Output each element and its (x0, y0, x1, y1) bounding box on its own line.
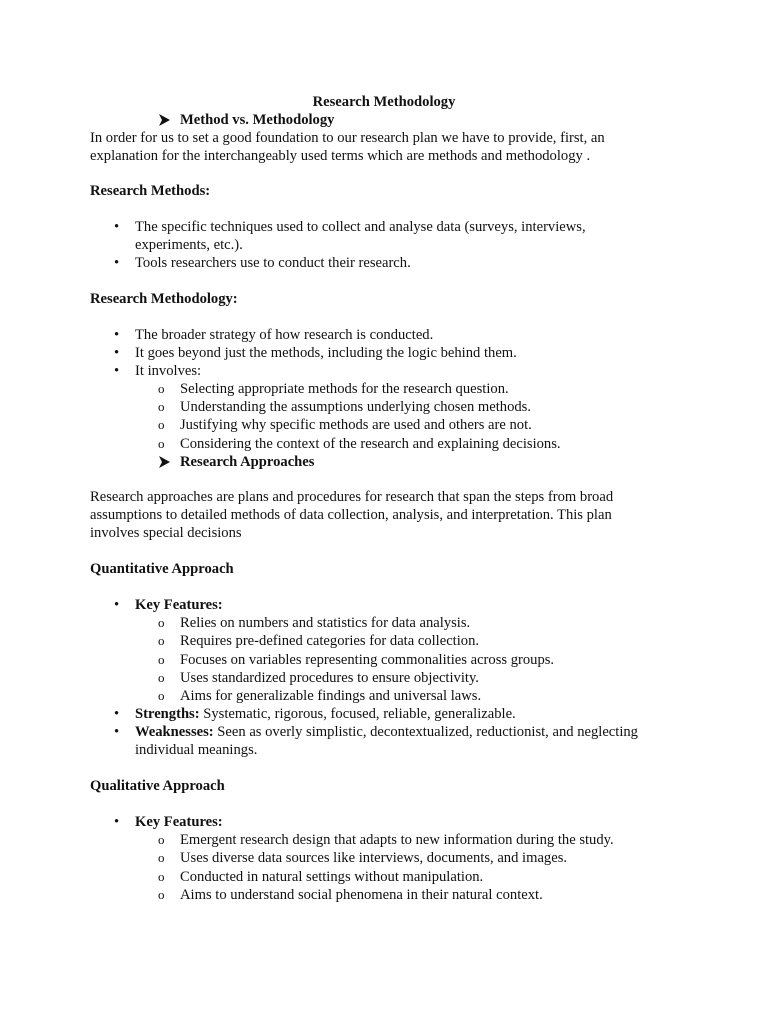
strengths-text: Systematic, rigorous, focused, reliable, generalizable. (199, 706, 516, 722)
approaches-paragraph-line: Research approaches are plans and procedures for research that span the steps from broad (90, 489, 614, 505)
sub-list-item: Focuses on variables representing commonalities across groups. (180, 652, 555, 668)
sub-bullet-marker: o (158, 381, 165, 396)
sub-bullet-marker: o (158, 633, 165, 648)
subheading-quantitative-approach: Quantitative Approach (90, 561, 234, 577)
bullet-marker: • (114, 219, 120, 235)
list-item-continuation: experiments, etc.). (135, 237, 243, 253)
bullet-marker: • (114, 706, 120, 722)
bullet-marker: • (114, 363, 120, 379)
subheading-research-methods: Research Methods: (90, 183, 211, 199)
sub-bullet-marker: o (158, 615, 165, 630)
sub-bullet-marker: o (158, 832, 165, 847)
sub-bullet-marker: o (158, 869, 165, 884)
sub-bullet-marker: o (158, 670, 165, 685)
weaknesses-label: Weaknesses: (135, 724, 214, 740)
intro-paragraph-line: explanation for the interchangeably used terms which are methods and methodology . (90, 148, 591, 164)
sub-bullet-marker: o (158, 417, 165, 432)
weaknesses-text: Seen as overly simplistic, decontextualized, reductionist, and neglecting (213, 724, 638, 740)
sub-list-item: Justifying why specific methods are used and others are not. (180, 417, 532, 433)
section-heading-research-approaches: Research Approaches (180, 454, 315, 470)
sub-list-item: Aims to understand social phenomena in their natural context. (180, 887, 543, 903)
list-item: The broader strategy of how research is conducted. (135, 327, 434, 343)
page-title: Research Methodology (312, 94, 456, 110)
key-features-label: Key Features: (135, 814, 223, 830)
sub-list-item: Relies on numbers and statistics for data analysis. (180, 615, 471, 631)
bullet-marker: • (114, 724, 120, 740)
list-item: It goes beyond just the methods, including the logic behind them. (135, 345, 517, 361)
sub-bullet-marker: o (158, 887, 165, 902)
sub-list-item: Uses standardized procedures to ensure objectivity. (180, 670, 479, 686)
sub-bullet-marker: o (158, 850, 165, 865)
bullet-marker: • (114, 327, 120, 343)
sub-bullet-marker: o (158, 652, 165, 667)
sub-list-item: Emergent research design that adapts to new information during the study. (180, 832, 614, 848)
approaches-paragraph-line: involves special decisions (90, 525, 242, 541)
arrow-bullet-icon (158, 111, 170, 129)
section-heading-method-vs-methodology: Method vs. Methodology (180, 112, 335, 128)
bullet-marker: • (114, 345, 120, 361)
sub-bullet-marker: o (158, 399, 165, 414)
subheading-research-methodology: Research Methodology: (90, 291, 238, 307)
sub-list-item: Conducted in natural settings without manipulation. (180, 869, 484, 885)
weaknesses-item (135, 723, 638, 741)
sub-list-item: Considering the context of the research and explaining decisions. (180, 436, 561, 452)
list-item: It involves: (135, 363, 202, 379)
list-item: Tools researchers use to conduct their research. (135, 255, 411, 271)
strengths-label: Strengths: (135, 706, 200, 722)
sub-list-item: Requires pre-defined categories for data collection. (180, 633, 480, 649)
subheading-qualitative-approach: Qualitative Approach (90, 778, 225, 794)
sub-list-item: Uses diverse data sources like interviews, documents, and images. (180, 850, 568, 866)
bullet-marker: • (114, 597, 120, 613)
sub-bullet-marker: o (158, 436, 165, 451)
approaches-paragraph-line: assumptions to detailed methods of data collection, analysis, and interpretation. This plan (90, 507, 612, 523)
list-item: The specific techniques used to collect and analyse data (surveys, interviews, (135, 219, 586, 235)
weaknesses-continuation: individual meanings. (135, 742, 258, 758)
key-features-label: Key Features: (135, 597, 223, 613)
sub-list-item: Understanding the assumptions underlying chosen methods. (180, 399, 532, 415)
strengths-item (135, 705, 516, 723)
sub-list-item: Aims for generalizable findings and universal laws. (180, 688, 482, 704)
bullet-marker: • (114, 255, 120, 271)
intro-paragraph-line: In order for us to set a good foundation to our research plan we have to provide, first, an (90, 130, 605, 146)
bullet-marker: • (114, 814, 120, 830)
sub-bullet-marker: o (158, 688, 165, 703)
sub-list-item: Selecting appropriate methods for the research question. (180, 381, 509, 397)
arrow-bullet-icon (158, 453, 170, 471)
